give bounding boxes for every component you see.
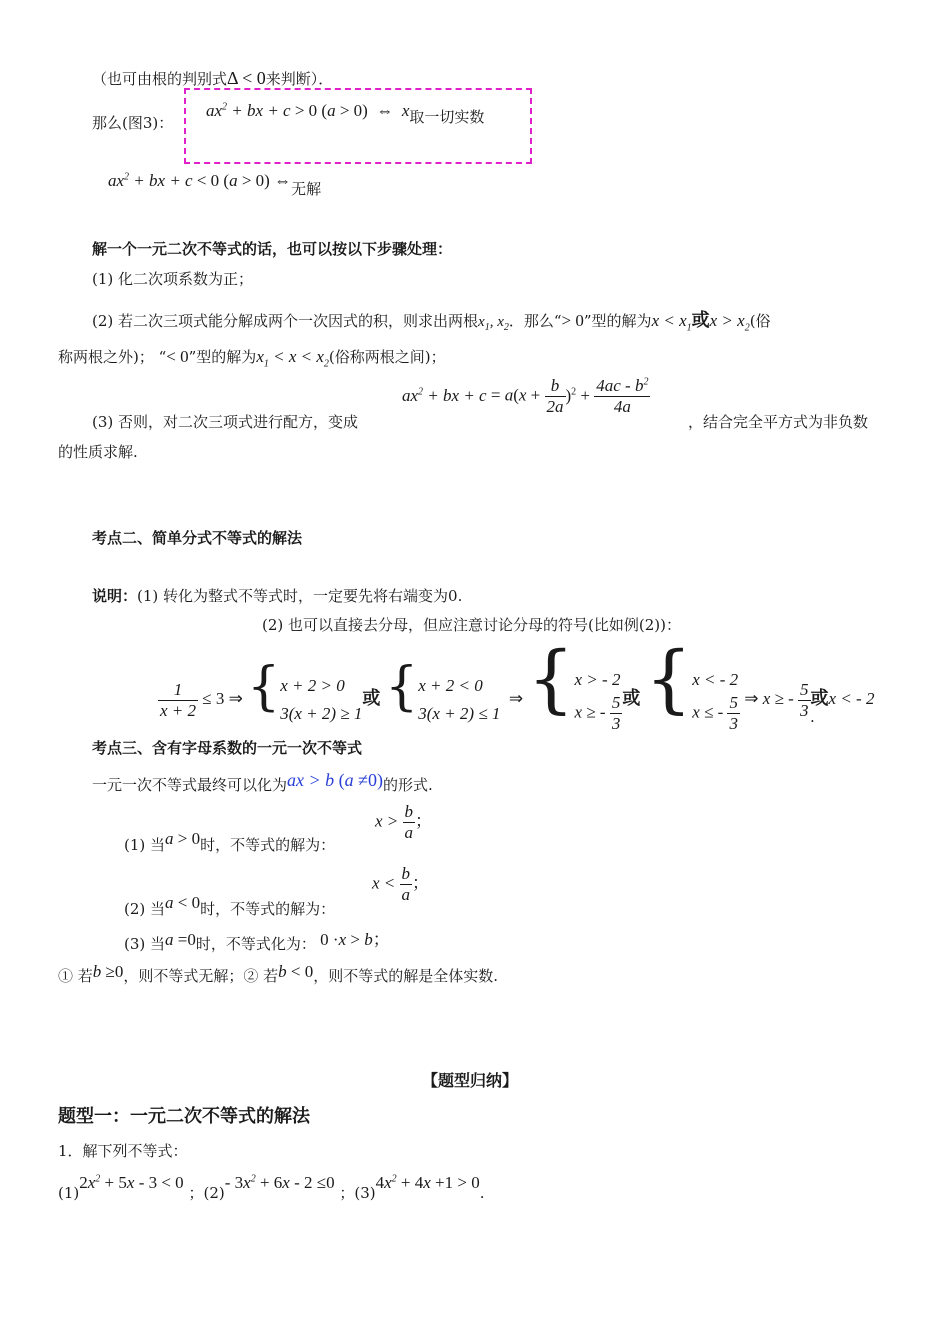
text: (俗称两根之间)； — [328, 348, 446, 366]
text: (1) 当 — [124, 836, 166, 854]
step-2-cont: 称两根之外)； “< 0”型的解为$x_1 < x < x_2$(俗称两根之间)； — [58, 347, 446, 370]
text: 时，不等式的解为： — [200, 836, 336, 854]
note-1 — [92, 585, 462, 606]
text: ，则不等式无解；② 若 — [123, 967, 279, 985]
case-1-solution: x > $\frac{b}{a}$ ； — [375, 802, 433, 842]
fraction-inequality-derivation: $\frac{1}{x + 2}$ ≤ 3 ⇒ { x + 2 > 0 3(x + 2) ≥ 1 或 { x + 2 < 0 3(x + 2) ≤ 1 ⇒ { x > - 2 x ≥ - $\frac{5}{3}$ 或 { x < - 2 x ≤ - $\frac{5}{3}$ ⇒ x ≥ - $\frac{5}{3}$ 或x < - 2 — [160, 636, 875, 733]
section-title-kd3: 考点三、含有字母系数的一元一次不等式 — [92, 739, 363, 757]
or-char: 或 — [691, 310, 710, 331]
steps-heading: 解一个一元二次不等式的话，也可以按以下步骤处理： — [92, 240, 453, 258]
text: 的形式. — [383, 776, 433, 794]
case-2: (2) 当a < 0时，不等式的解为： — [124, 893, 336, 918]
text: (1) 转化为整式不等式时，一定要先将右端变为0. — [137, 587, 463, 605]
note-2: (2) 也可以直接去分母，但应注意讨论分母的符号(比如例(2))： — [262, 616, 681, 634]
boxed-formula: $ax^2$ + bx + c > 0 (a > 0) ⇔ x取一切实数 — [206, 101, 485, 126]
formula-delta: Δ < 0 — [227, 68, 266, 88]
kd3-intro: 一元一次不等式最终可以化为ax > b (a ≠0)的形式. — [92, 770, 433, 794]
text: (1) — [58, 1184, 80, 1202]
text: 一元一次不等式最终可以化为 — [92, 776, 288, 794]
period: . — [810, 708, 815, 726]
text: ．那么“ — [508, 312, 562, 330]
section-title-kd2: 考点二、简单分式不等式的解法 — [92, 529, 303, 547]
or-char: 或 — [810, 688, 829, 709]
text: (2) 若二次三项式能分解成两个一次因式的积，则求出两根 — [92, 312, 479, 330]
text: （也可由根的判别式 — [92, 70, 228, 88]
case-2-solution: x < $\frac{b}{a}$ ； — [372, 864, 430, 904]
text: 无解 — [291, 180, 322, 198]
case-3: (3) 当a =0时，不等式化为： 0 ·x > b； — [124, 930, 390, 953]
step-3-tail: ，结合完全平方式为非负数 — [688, 413, 869, 431]
text: 称两根之外)； “ — [58, 348, 167, 366]
text: 来判断）． — [265, 70, 334, 88]
text: ；(3) — [339, 1184, 376, 1202]
step-2: (2) 若二次三项式能分解成两个一次因式的积，则求出两根$x_1$, $x_2$．那么“> 0”型的解为$x < x_1$或$x > x_2$(俗 — [92, 310, 771, 334]
text: 取一切实数 — [409, 108, 485, 126]
summary-title: 【题型归纳】 — [422, 1071, 519, 1090]
discriminant-line — [92, 68, 333, 89]
text: 时，不等式化为： — [195, 935, 316, 953]
text: (2) 当 — [124, 900, 166, 918]
type-1-title: 题型一：一元二次不等式的解法 — [58, 1106, 310, 1127]
or-char: 或 — [622, 688, 641, 709]
text: ；(2) — [188, 1184, 225, 1202]
completing-square-formula: $ax^2$ + bx + c = a(x + $\frac{b}{2a}$ )$^2$ + $\frac{4ac - b^2}{4a}$ — [402, 376, 649, 416]
step-3-label: (3) 否则，对二次三项式进行配方，变成 — [92, 413, 359, 431]
step-1: (1) 化二次项系数为正； — [92, 270, 254, 288]
question-1-parts: $(1)2x^2 + 5x - 3 < 0$ ；(2)- $3x^2 + 6x - 2 \le 0$ ；$(3)4x^2 + 4x +1 > 0$. — [58, 1173, 485, 1202]
text: ”型的解为 — [188, 348, 257, 366]
no-solution-formula: $ax^2$ + bx + c < 0 (a > 0) ⇔无解 — [108, 171, 322, 198]
note-label: 说明： — [92, 587, 138, 605]
text: 时，不等式的解为： — [200, 900, 336, 918]
text: ，则不等式的解是全体实数. — [313, 967, 499, 985]
text: (3) 当 — [124, 935, 166, 953]
question-1: 1．解下列不等式： — [58, 1142, 188, 1160]
text: . — [479, 1184, 485, 1202]
or-char: 或 — [362, 688, 381, 709]
case-1: (1) 当a > 0时，不等式的解为： — [124, 829, 336, 854]
figure3-label: 那么(图3)： — [92, 114, 174, 132]
step-3-cont: 的性质求解. — [58, 443, 138, 461]
text: ① 若 — [58, 967, 93, 985]
text: (俗 — [749, 312, 771, 330]
case-3-subcases: ① 若b ≥0，则不等式无解；② 若b < 0，则不等式的解是全体实数. — [58, 962, 499, 985]
text: ”型的解为 — [583, 312, 652, 330]
